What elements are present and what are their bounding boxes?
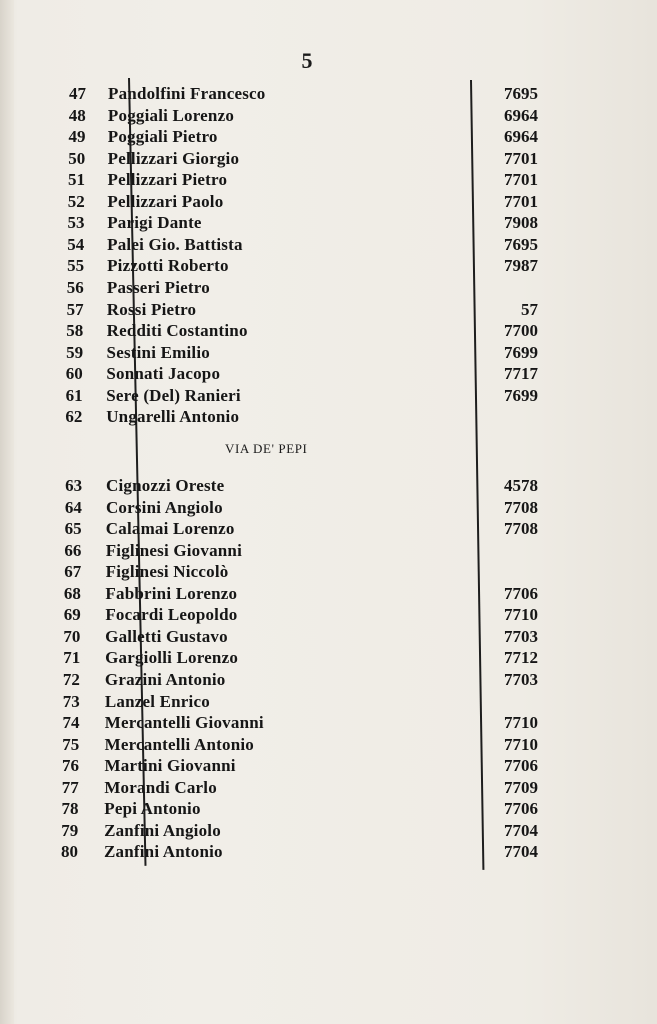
entry-number: 58 xyxy=(66,321,84,341)
entry-code: 7695 xyxy=(503,234,538,254)
entry-name: Parigi Dante xyxy=(107,213,202,233)
entry-number: 71 xyxy=(63,648,81,668)
list-item xyxy=(41,734,561,755)
entry-name: Martini Giovanni xyxy=(104,756,236,776)
entry-name: Figlinesi Niccolò xyxy=(105,562,229,582)
entry-code: 7700 xyxy=(503,321,538,341)
entry-code: 7710 xyxy=(504,605,539,625)
entry-code: 7709 xyxy=(503,777,538,797)
list-item xyxy=(44,475,564,496)
list-item xyxy=(44,497,564,518)
entry-code: 7695 xyxy=(504,84,538,103)
list-item xyxy=(46,277,566,298)
entry-number: 65 xyxy=(64,519,82,539)
list-item xyxy=(47,191,567,212)
entry-number: 72 xyxy=(62,670,80,689)
entry-code: 7712 xyxy=(504,648,538,668)
entry-number: 80 xyxy=(61,842,78,862)
list-item xyxy=(43,540,563,561)
list-item xyxy=(42,712,562,733)
entry-name: Grazini Antonio xyxy=(104,670,226,689)
entry-number: 74 xyxy=(62,713,80,732)
entry-number: 55 xyxy=(67,256,85,276)
entry-number: 77 xyxy=(61,777,79,797)
entry-code: 7706 xyxy=(504,799,538,819)
entry-number: 61 xyxy=(65,385,83,405)
entry-name: Sestini Emilio xyxy=(106,342,210,362)
list-item xyxy=(47,212,567,233)
entry-name: Palei Gio. Battista xyxy=(107,234,243,254)
entry-code: 7701 xyxy=(504,148,539,168)
list-item xyxy=(46,255,566,276)
entry-code: 7710 xyxy=(503,734,538,754)
list-item xyxy=(48,126,568,147)
list-item xyxy=(46,234,566,255)
entry-name: Galletti Gustavo xyxy=(105,626,228,646)
entry-name: Focardi Leopoldo xyxy=(105,605,238,625)
entry-name: Pellizzari Paolo xyxy=(107,191,224,211)
list-item xyxy=(44,406,564,427)
list-item xyxy=(40,841,560,862)
entry-code: 57 xyxy=(521,299,539,319)
entry-code: 7908 xyxy=(503,213,538,233)
entry-number: 59 xyxy=(66,342,84,362)
entry-name: Passeri Pietro xyxy=(106,278,210,297)
list-item xyxy=(47,169,567,190)
entry-number: 49 xyxy=(68,127,86,147)
entry-name: Calamai Lorenzo xyxy=(105,519,235,539)
entry-name: Pandolfini Francesco xyxy=(108,84,266,103)
entry-number: 62 xyxy=(65,407,83,427)
entry-code: 7704 xyxy=(503,820,538,840)
entry-number: 63 xyxy=(65,476,83,495)
entry-code: 7708 xyxy=(503,519,538,539)
entry-name: Gargiolli Lorenzo xyxy=(105,648,239,668)
entry-name: Sonnati Jacopo xyxy=(106,364,221,384)
entry-code: 7699 xyxy=(504,342,538,362)
entry-name: Corsini Angiolo xyxy=(105,497,223,517)
entry-code: 7706 xyxy=(503,583,538,603)
entry-number: 67 xyxy=(64,562,82,582)
entry-number: 48 xyxy=(68,105,86,125)
list-item xyxy=(41,755,561,776)
entry-number: 56 xyxy=(66,278,84,297)
entry-name: Rossi Pietro xyxy=(106,299,197,319)
entry-code: 7699 xyxy=(503,385,538,405)
entry-number: 60 xyxy=(65,364,83,384)
list-item xyxy=(45,342,565,363)
entry-code: 7710 xyxy=(504,713,539,732)
entry-code: 7987 xyxy=(504,256,539,276)
entry-number: 70 xyxy=(63,626,81,646)
list-item xyxy=(43,561,563,582)
entry-name: Lanzel Enrico xyxy=(104,691,210,711)
entry-code: 6964 xyxy=(504,105,539,125)
entry-number: 47 xyxy=(69,84,86,103)
list-item xyxy=(46,299,566,320)
list-item xyxy=(48,83,568,104)
entry-name: Pizzotti Roberto xyxy=(107,256,229,276)
entry-name: Figlinesi Giovanni xyxy=(105,540,243,560)
entry-number: 66 xyxy=(64,540,82,560)
list-item xyxy=(43,583,563,604)
list-item xyxy=(45,363,565,384)
list-item xyxy=(43,604,563,625)
page-number: 5 xyxy=(301,48,313,73)
entry-number: 69 xyxy=(63,605,81,625)
entry-name: Redditi Costantino xyxy=(106,321,248,341)
list-item xyxy=(42,626,562,647)
entry-number: 57 xyxy=(66,299,84,319)
entry-name: Poggiali Lorenzo xyxy=(107,105,235,125)
entry-number: 73 xyxy=(62,691,80,711)
list-item xyxy=(42,669,562,690)
list-item xyxy=(40,820,560,841)
list-item xyxy=(42,647,562,668)
entry-name: Morandi Carlo xyxy=(104,777,217,797)
entry-name: Mercantelli Giovanni xyxy=(104,713,264,732)
list-item xyxy=(44,518,564,539)
entry-number: 64 xyxy=(64,497,82,517)
entry-name: Ungarelli Antonio xyxy=(106,407,240,427)
entry-number: 50 xyxy=(68,148,86,168)
entry-name: Pellizzari Pietro xyxy=(107,170,228,190)
entry-number: 79 xyxy=(61,820,79,840)
list-item xyxy=(48,105,568,126)
entry-code: 7701 xyxy=(503,170,538,190)
entry-code: 7703 xyxy=(503,670,538,689)
entry-name: Sere (Del) Ranieri xyxy=(106,385,241,405)
entry-number: 54 xyxy=(67,234,85,254)
section-heading: VIA DE' PEPI xyxy=(225,441,308,456)
entry-number: 53 xyxy=(67,213,85,233)
entry-name: Fabbrini Lorenzo xyxy=(105,583,238,603)
entry-number: 52 xyxy=(67,191,85,211)
entry-code: 7708 xyxy=(504,497,538,517)
list-item xyxy=(45,320,565,341)
entry-code: 7706 xyxy=(504,756,539,776)
entry-number: 68 xyxy=(63,583,81,603)
entry-number: 76 xyxy=(62,756,79,776)
entry-number: 78 xyxy=(61,799,79,819)
list-item xyxy=(45,385,565,406)
entry-number: 51 xyxy=(68,170,85,190)
entry-code: 7704 xyxy=(504,842,538,862)
list-item xyxy=(47,148,567,169)
entry-name: Cignozzi Oreste xyxy=(106,476,225,495)
list-item xyxy=(42,691,562,712)
list-item xyxy=(41,798,561,819)
entry-name: Zanfini Angiolo xyxy=(104,820,221,840)
entry-code: 6964 xyxy=(503,127,538,147)
entry-code: 7703 xyxy=(503,626,538,646)
list-item xyxy=(41,777,561,798)
entry-code: 7701 xyxy=(504,191,538,211)
entry-name: Pepi Antonio xyxy=(104,799,201,819)
entry-name: Poggiali Pietro xyxy=(107,127,218,147)
entry-name: Mercantelli Antonio xyxy=(104,734,254,754)
page-binding-edge xyxy=(0,0,14,1024)
entry-name: Pellizzari Giorgio xyxy=(107,148,240,168)
entry-code: 4578 xyxy=(503,476,538,495)
entry-name: Zanfini Antonio xyxy=(104,842,223,862)
entry-code: 7717 xyxy=(503,364,538,384)
entry-number: 75 xyxy=(62,734,80,754)
